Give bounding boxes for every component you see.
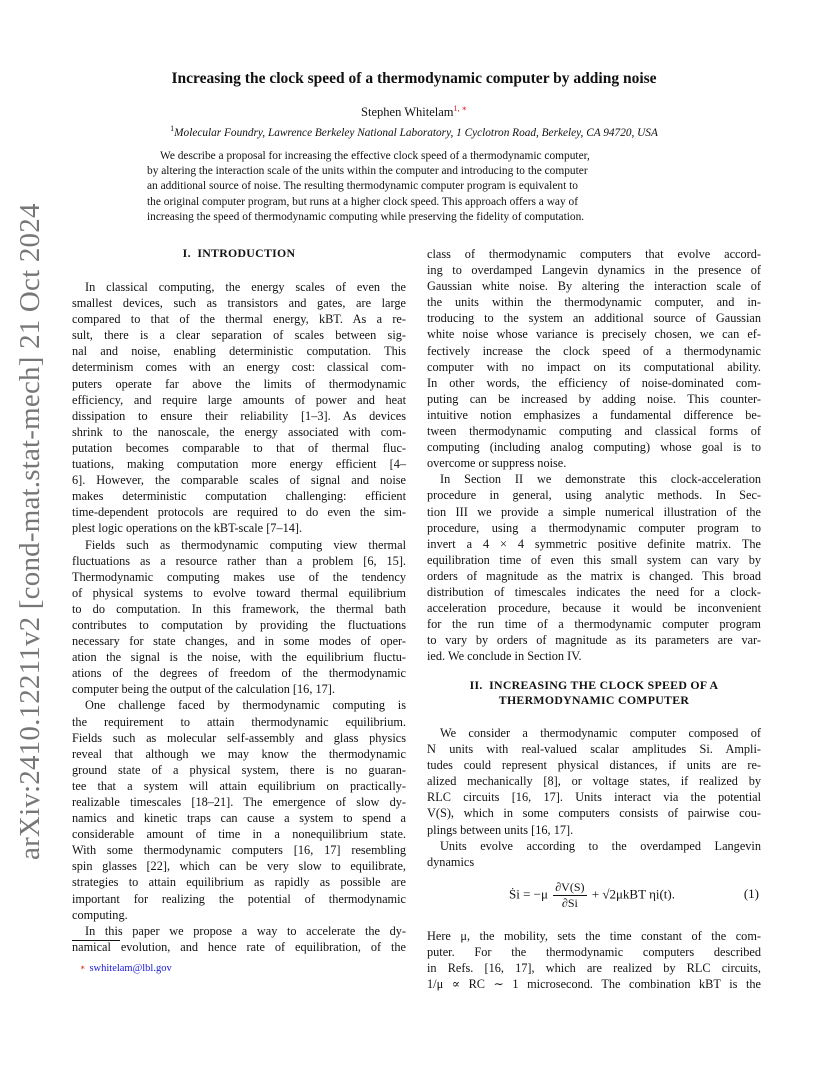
right-column-text-bottom <box>427 928 761 992</box>
text-line: spin glasses [22], which can be very slow to equilibrate, <box>72 859 406 874</box>
text-line: In classical computing, the energy scales of even the <box>85 280 406 294</box>
text-line: ground state of a physical system, there is no guaran- <box>72 762 406 777</box>
text-line: 6]. However, the comparable scales of signal and noise <box>72 473 406 488</box>
text-line: ations of the degrees of freedom of the thermodynamic <box>72 666 406 681</box>
section-number: I. <box>182 246 191 260</box>
text-line: With some thermodynamic computers [16, 17] resembling <box>72 843 406 858</box>
section-number: II. <box>469 678 483 692</box>
text-line: strategies to attain equilibrium as rapidly as possible are <box>72 875 406 890</box>
text-line: puting can be increased by adding noise. This counter- <box>427 391 761 406</box>
text-line: In Section II we demonstrate this clock-acceleration <box>440 472 761 487</box>
text-line: dissipation to ensure their reliability [1–3]. As devices <box>72 408 406 423</box>
text-line: tudes could represent physical distances, if units are re- <box>427 758 761 773</box>
section-heading-increasing-clock-speed <box>427 678 761 708</box>
text-line: dynamics <box>427 854 475 869</box>
text-line: putation becomes comparable to that of thermal fluc- <box>72 440 406 455</box>
text-line: in Refs. [16, 17], which are realized by RLC circuits, <box>427 961 761 976</box>
text-line: reveal that although we may know the thermodynamic <box>72 746 406 761</box>
text-line: tee that a system will attain equilibrium on practically- <box>72 778 406 793</box>
footnote <box>80 963 172 974</box>
text-line: nal and noise, enabling deterministic computation. This <box>72 344 406 359</box>
text-line: troducing to the system an additional source of Gaussian <box>427 311 761 326</box>
text-line: plest logic operations on the kBT-scale [7–14]. <box>72 521 303 536</box>
text-line: distribution of timescales indicates the need for a clock- <box>427 584 761 599</box>
text-line: ing to overdamped Langevin dynamics in the presence of <box>427 263 761 278</box>
text-line: Gaussian white noise. By altering the interaction scale of <box>427 279 761 294</box>
text-line: white noise whose variance is precisely chosen, we can ef- <box>427 327 761 342</box>
text-line: of physical systems to evolve toward thermal equilibrium <box>72 585 406 600</box>
text-line: efficiency, and require large amounts of power and heat <box>72 392 406 407</box>
text-line: acceleration procedure, because it would be inconvenient <box>427 601 761 616</box>
text-line: In this paper we propose a way to accelerate the dy- <box>85 923 406 938</box>
affiliation <box>0 124 828 139</box>
text-line: fectively increase the clock speed of a thermodynamic <box>427 343 761 358</box>
text-line: for the run time of a thermodynamic computer program <box>427 617 761 632</box>
section-title-line: INCREASING THE CLOCK SPEED OF A <box>489 678 719 692</box>
abstract-line: the original computer program, but runs at a higher clock speed. This approach offers a way of <box>147 195 579 208</box>
text-line: to do computation. In this framework, the thermal bath <box>72 601 406 616</box>
text-line: time-dependent protocols are required to do even the sim- <box>72 505 406 520</box>
footnote-mark: ∗ <box>80 963 86 972</box>
text-line: Fields such as molecular self-assembly and glass physics <box>72 730 406 745</box>
affiliation-mark: 1 <box>170 124 175 133</box>
text-line: RLC circuits [16, 17]. Units interact via the potential <box>427 790 761 805</box>
text-line: realizable timescales [18–21]. The emergence of slow dy- <box>72 795 406 809</box>
equation-rhs: + √2μkBT ηi(t). <box>591 886 675 902</box>
text-line: contributes to computation by providing the fluctuations <box>72 617 406 632</box>
text-line: We consider a thermodynamic computer composed of <box>440 726 761 740</box>
text-line: class of thermodynamic computers that evolve accord- <box>427 247 761 261</box>
text-line: procedure in general, using analytic methods. In Sec- <box>427 488 761 503</box>
abstract-line: an additional source of noise. The resulting thermodynamic computer program is equivalent to <box>147 180 578 193</box>
abstract-line: by altering the interaction scale of the units within the computer and introducing to the computer <box>147 165 588 178</box>
text-line: the units within the thermodynamic computer, and in- <box>427 295 761 310</box>
text-line: puter. For the thermodynamic computers described <box>427 945 761 960</box>
right-column-text-top <box>427 246 761 664</box>
text-line: invert a 4 × 4 symmetric positive definite matrix. The <box>427 536 761 551</box>
equation-langevin <box>427 876 761 916</box>
text-line: namics and kinetic traps can cause a system to spend a <box>72 811 406 826</box>
text-line: computer being the output of the calculation [16, 17]. <box>72 682 335 697</box>
author-name: Stephen Whitelam <box>361 105 454 120</box>
text-line: ied. We conclude in Section IV. <box>427 649 582 664</box>
text-line: Fields such as thermodynamic computing view thermal <box>85 537 406 552</box>
section-title: INTRODUCTION <box>197 246 296 260</box>
text-line: One challenge faced by thermodynamic computing is <box>85 698 406 713</box>
equation-numerator: ∂V(S) <box>555 880 585 894</box>
text-line: computing (including analog computing) whose goal is to <box>427 440 761 455</box>
equation-lhs: Ṡi = −μ <box>509 886 548 902</box>
affiliation-text: Molecular Foundry, Lawrence Berkeley National Laboratory, 1 Cyclotron Road, Berkeley, CA 94720, USA <box>174 126 658 139</box>
text-line: makes deterministic computation challenging: efficient <box>72 489 406 504</box>
text-line: Thermodynamic computing makes use of the tendency <box>72 569 406 584</box>
text-line: to vary by orders of magnitude as its parameters are var- <box>427 633 761 648</box>
text-line: plings between units [16, 17]. <box>427 822 574 837</box>
text-line: N units with real-valued scalar amplitudes Si. Ampli- <box>427 742 761 757</box>
section-title-line: THERMODYNAMIC COMPUTER <box>498 693 690 707</box>
text-line: procedure, using a thermodynamic computer program to <box>427 520 761 535</box>
text-line: tuations, making computation more energy efficient [4– <box>72 457 406 472</box>
text-line: 1/μ ∝ RC ∼ 1 microsecond. The combination kBT is the <box>427 977 761 992</box>
left-column-text <box>72 279 406 955</box>
author-email-link[interactable]: swhitelam@lbl.gov <box>89 963 172 974</box>
text-line: necessary for state changes, and in some modes of oper- <box>72 634 406 649</box>
footnote-divider <box>72 940 120 941</box>
text-line: important for realizing the potential of thermodynamic <box>72 891 406 906</box>
text-line: fluctuations as a resource rather than a problem [6, 15]. <box>72 553 406 568</box>
equation-fraction <box>553 880 586 911</box>
text-line: puters operate far above the limits of thermodynamic <box>72 376 406 391</box>
text-line: computing. <box>72 907 128 922</box>
equation-number: (1) <box>743 886 759 901</box>
text-line: In other words, the efficiency of noise-dominated com- <box>427 375 761 390</box>
text-line: namical evolution, and hence rate of equilibration, of the <box>72 939 406 954</box>
text-line: compared to that of the thermal energy, kBT. As a re- <box>72 312 406 327</box>
text-line: sult, there is a clear separation of scales between sig- <box>72 328 406 343</box>
text-line: Units evolve according to the overdamped Langevin <box>440 838 761 853</box>
text-line: the requirement to attain thermodynamic equilibrium. <box>72 714 406 729</box>
text-line: overcome or suppress noise. <box>427 456 567 471</box>
text-line: V(S), which in some computers consists of pairwise cou- <box>427 806 761 821</box>
equation-denominator: ∂Si <box>561 896 578 910</box>
text-line: ation the signal is the noise, with the equilibrium fluctu- <box>72 650 406 665</box>
text-line: tion III we provide a simple numerical illustration of the <box>427 504 761 519</box>
text-line: tween thermodynamic computing and classical forms of <box>427 424 761 439</box>
text-line: computer with no impact on its computational ability. <box>427 359 761 374</box>
author-line <box>0 104 828 120</box>
text-line: alized mechanically [8], or voltage states, if realized by <box>427 774 761 789</box>
right-column-text-middle <box>427 725 761 870</box>
text-line: smallest devices, such as transistors and gates, are large <box>72 296 406 311</box>
paper-title: Increasing the clock speed of a thermodynamic computer by adding noise <box>171 70 657 87</box>
arxiv-identifier-stamp: arXiv:2410.12211v2 [cond-mat.stat-mech] 21 Oct 2024 <box>14 203 46 860</box>
text-line: intuitive notion emphasizes a fundamental difference be- <box>427 407 761 422</box>
text-line: Here μ, the mobility, sets the time constant of the com- <box>427 929 761 943</box>
text-line: orders of magnitude as the matrix is changed. This broad <box>427 568 761 583</box>
abstract <box>147 149 687 225</box>
text-line: shrink to the nanoscale, the energy associated with com- <box>72 424 406 439</box>
text-line: equilibration time of even this small system can vary by <box>427 552 761 567</box>
abstract-line: increasing the speed of thermodynamic computing while preserving the fidelity of computation. <box>147 210 585 223</box>
text-line: considerable amount of time in a nonequilibrium state. <box>72 827 406 842</box>
author-marks[interactable]: 1, ∗ <box>453 104 467 113</box>
section-heading-introduction <box>72 246 406 261</box>
abstract-line: We describe a proposal for increasing the effective clock speed of a thermodynamic computer, <box>160 150 590 162</box>
text-line: determinism comes with an energy cost: classical com- <box>72 360 406 375</box>
